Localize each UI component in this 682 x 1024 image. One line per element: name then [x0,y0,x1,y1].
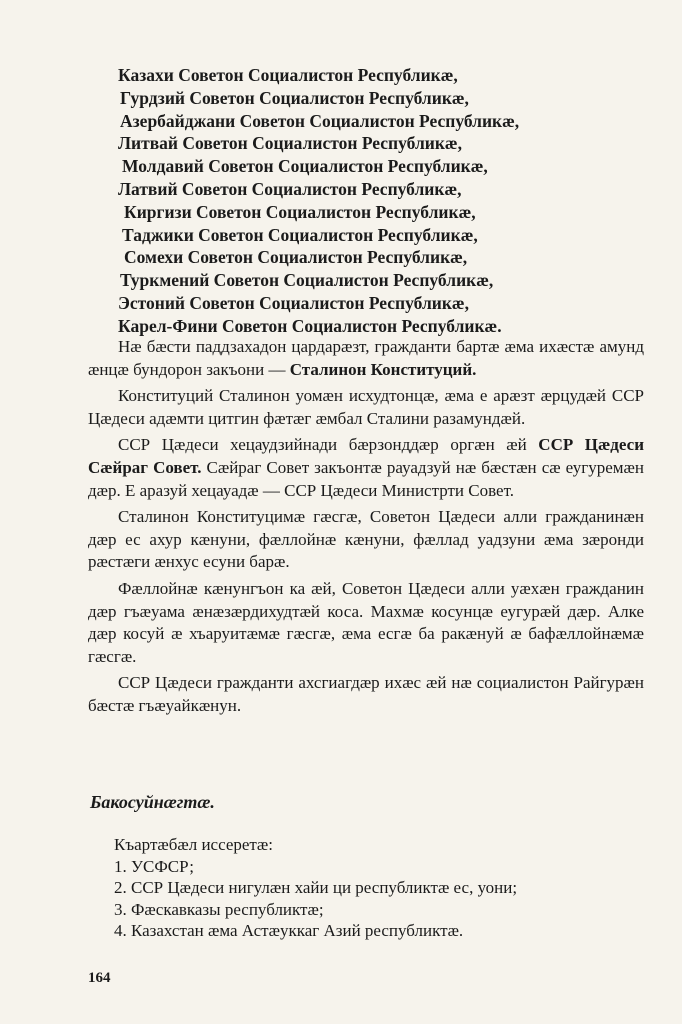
republic-line: Молдавий Советон Социалистон Республикæ, [122,156,488,177]
paragraph: Сталинон Конституцимæ гæсгæ, Советон Цæдеси алли гражданинæн дæр ес ахур кæнуни, фæллойнæ кæнуни, фæллад уадзуни æма зæронди рæстæги æнхус есуни барæ. [88,507,644,572]
republic-line: Литвай Советон Социалистон Республикæ, [118,133,462,154]
page-number: 164 [88,970,111,986]
paragraph-text: Сæйраг Совет закъонтæ рауадзуй нæ бæстæн сæ еугуремæн дæр. Е аразуй хецауадæ — ССР Цæдеси Министрти Совет. [88,457,644,500]
exercise-intro: Къартæбæл иссеретæ: [114,835,273,854]
paragraph: Конституций Сталинон уомæн исхудтонцæ, æма е арæзт æрцудæй ССР Цæдеси адæмти цитгин фæтæг æмбал Сталини разамундæй. [88,386,644,428]
exercise-item: 2. ССР Цæдеси нигулæн хайи ци республиктæ ес, уони; [114,878,518,897]
republic-line: Эстоний Советон Социалистон Республикæ, [118,292,469,313]
exercise-item: 3. Фæскавказы республиктæ; [114,899,324,919]
republic-line: Латвий Советон Социалистон Республикæ, [118,178,462,199]
republic-line: Карел-Фини Советон Социалистон Республикæ. [118,315,502,336]
republic-line: Туркмений Советон Социалистон Республикæ, [120,270,494,291]
paragraph [88,336,644,381]
republic-line: Казахи Советон Социалистон Республикæ, [118,65,458,85]
paragraph [88,434,644,502]
body-text [88,336,644,722]
exercise-list [114,834,517,942]
republic-list [118,64,519,338]
paragraph-text: Нæ бæсти паддзахадон цардарæзт, гражданти бартæ æма ихæстæ амунд æнцæ бундорон закъони — [88,337,644,379]
republic-line: Таджики Советон Социалистон Республикæ, [122,224,478,245]
exercise-item: 4. Казахстан æма Астæуккаг Азий республиктæ. [114,921,464,940]
constitution-term: Сталинон Конституций. [289,359,477,379]
paragraph-text: ССР Цæдеси хецаудзийнади бæрзонддæр оргæн æй [118,435,539,455]
exercise-item: 1. УСФСР; [114,856,194,876]
supreme-soviet-term: ССР Цæдеси Сæйраг Совет. [88,435,644,477]
republic-line: Азербайджани Советон Социалистон Республикæ, [120,110,520,131]
republic-line: Гурдзий Советон Социалистон Республикæ, [120,87,469,108]
exercise-heading: Бакосуйнæгтæ. [90,792,215,812]
paragraph: Фæллойнæ кæнунгъон ка æй, Советон Цæдеси алли уæхæн гражданин дæр гъæуама æнæзæрдихудтæй коса. Махмæ косунцæ еугурæй дæр. Алке дæр косуй æ хъаруитæмæ гæсгæ, æма есгæ ба ракæнуй æ бафæллойнæмæ гæсгæ. [88,578,644,666]
republic-line: Сомехи Советон Социалистон Республикæ, [124,247,468,268]
republic-line: Киргизи Советон Социалистон Республикæ, [124,201,476,222]
paragraph: ССР Цæдеси гражданти ахсгиагдæр ихæс æй нæ социалистон Райгурæн бæстæ гъæуайкæнун. [88,673,644,715]
